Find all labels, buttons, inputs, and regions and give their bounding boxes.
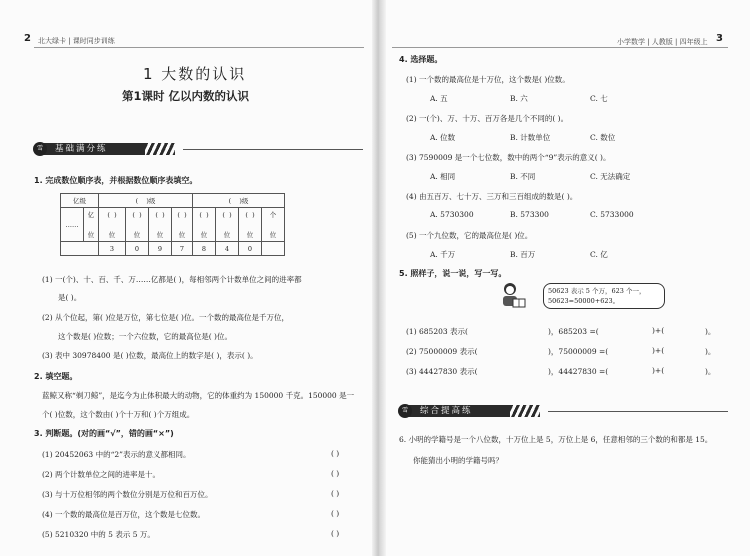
unit-title: 1 大数的认识 — [143, 65, 247, 83]
q5-item-plus: )+( — [652, 346, 665, 355]
digit-cell — [262, 242, 285, 256]
option[interactable]: C. 七 — [590, 94, 608, 103]
band-stripes — [510, 405, 540, 417]
answer-paren[interactable]: ( ) — [331, 529, 340, 538]
question-3-heading: 3. 判断题。(对的画“√”，错的画“×”) — [34, 429, 174, 438]
header-rule — [34, 47, 364, 48]
q1-item-2-cont: 这个数是( )位数；一个六位数，它的最高位是( )位。 — [58, 332, 232, 341]
question-5-heading: 5. 照样子，说一说，写一写。 — [399, 269, 507, 278]
digit-cell: 9 — [149, 242, 172, 256]
q2-line-2: 个( )位数，这个数由( )个十万和( )个万组成。 — [42, 410, 195, 419]
option[interactable]: A. 相同 — [430, 172, 456, 181]
table-cell: 亿级 — [61, 194, 99, 208]
table-cell: ( )级 — [193, 194, 285, 208]
digit-cell: 8 — [193, 242, 216, 256]
table-cell: ( ) 位 — [99, 208, 126, 242]
q5-item-end: )。 — [705, 367, 716, 376]
q5-item-plus: )+( — [652, 366, 665, 375]
bubble-line: 50623=50000+623。 — [548, 297, 620, 305]
table-cell: ( ) 位 — [172, 208, 193, 242]
section-title: 基础满分练 — [43, 143, 145, 155]
q1-item-3: (3) 表中 30978400 是( )位数，最高位上的数字是( )，表示( )。 — [42, 351, 258, 360]
digit-cell: 0 — [239, 242, 262, 256]
digit-cell: 3 — [99, 242, 126, 256]
digit-cell: 0 — [126, 242, 149, 256]
q5-item-plus: )+( — [652, 326, 665, 335]
band-stripes — [145, 143, 175, 155]
q3-item-2: (2) 两个计数单位之间的进率是十。 — [42, 470, 161, 479]
q1-item-1: (1) 一(个)、十、百、千、万……亿都是( )，每相邻两个计数单位之间的进率都 — [42, 275, 302, 284]
snowflake-badge-icon: 雪 — [398, 404, 412, 418]
bubble-line: 50623 表示 5 个万，623 个一， — [548, 287, 646, 295]
q5-item-label: (1) 685203 表示( — [406, 327, 468, 336]
q5-item-label: (3) 44427830 表示( — [406, 367, 478, 376]
table-cell: ( ) 位 — [216, 208, 239, 242]
section-band-basic — [33, 142, 363, 156]
table-cell: …… — [61, 208, 84, 242]
q4-item-3: (3) 7590009 是一个七位数，数中的两个“9”表示的意义( )。 — [406, 153, 611, 162]
q4-item-1: (1) 一个数的最高位是十万位，这个数是( )位数。 — [406, 75, 570, 84]
page-number: 2 — [24, 33, 31, 44]
table-cell: 亿 位 — [84, 208, 99, 242]
table-cell: ( ) 位 — [239, 208, 262, 242]
q5-item-end: )。 — [705, 347, 716, 356]
student-reading-icon — [497, 281, 527, 311]
q4-item-4: (4) 由五百万、七十万、三万和三百组成的数是( )。 — [406, 192, 578, 201]
left-page — [0, 0, 372, 556]
table-cell: ( ) 位 — [149, 208, 172, 242]
q3-item-3: (3) 与十万位相邻的两个数位分别是万位和百万位。 — [42, 490, 213, 499]
option[interactable]: A. 5730300 — [430, 210, 474, 219]
q5-item-label: (2) 75000009 表示( — [406, 347, 478, 356]
speech-bubble — [543, 283, 665, 309]
q4-item-2: (2) 一(个)、万、十万、百万各是几个不同的( )。 — [406, 114, 569, 123]
answer-paren[interactable]: ( ) — [331, 509, 340, 518]
table-cell: 个 位 — [262, 208, 285, 242]
place-value-table — [60, 193, 285, 256]
question-1-heading: 1. 完成数位顺序表，并根据数位顺序表填空。 — [34, 176, 198, 185]
q5-item-end: )。 — [705, 327, 716, 336]
q5-item-eq: )，685203 =( — [548, 327, 599, 336]
section-band-comprehensive — [398, 404, 728, 418]
table-cell — [61, 242, 99, 256]
q3-item-1: (1) 20452063 中的“2”表示的意义都相同。 — [42, 450, 191, 459]
option[interactable]: C. 数位 — [590, 133, 616, 142]
lesson-title: 第1课时 亿以内数的认识 — [122, 89, 250, 103]
q1-item-2: (2) 从个位起，第( )位是万位，第七位是( )位。一个数的最高位是千万位， — [42, 313, 289, 322]
q3-item-5: (5) 5210320 中的 5 表示 5 万。 — [42, 530, 155, 539]
band-rule — [548, 411, 728, 412]
option[interactable]: B. 计数单位 — [510, 133, 551, 142]
option[interactable]: B. 百万 — [510, 250, 536, 259]
table-cell: ( )级 — [99, 194, 193, 208]
q3-item-4: (4) 一个数的最高位是百万位，这个数是七位数。 — [42, 510, 206, 519]
section-title: 综合提高练 — [408, 405, 510, 417]
option[interactable]: B. 不同 — [510, 172, 536, 181]
q2-line-1: 蓝鲸又称“剃刀鲸”，是迄今为止体积最大的动物，它的体重约为 150000 千克。150000 是一 — [42, 391, 355, 400]
page-number: 3 — [716, 33, 723, 44]
option[interactable]: B. 六 — [510, 94, 528, 103]
band-rule — [183, 149, 363, 150]
option[interactable]: C. 无法确定 — [590, 172, 631, 181]
option[interactable]: A. 位数 — [430, 133, 456, 142]
q4-item-5: (5) 一个九位数，它的最高位是( )位。 — [406, 231, 533, 240]
digit-cell: 4 — [216, 242, 239, 256]
answer-paren[interactable]: ( ) — [331, 489, 340, 498]
book-gutter — [372, 0, 386, 556]
option[interactable]: A. 千万 — [430, 250, 456, 259]
option[interactable]: C. 5733000 — [590, 210, 634, 219]
q5-item-eq: )，75000009 =( — [548, 347, 609, 356]
option[interactable]: A. 五 — [430, 94, 448, 103]
snowflake-badge-icon: 雪 — [33, 142, 47, 156]
q1-item-1-cont: 是( )。 — [58, 293, 82, 302]
answer-paren[interactable]: ( ) — [331, 469, 340, 478]
header-rule — [392, 47, 728, 48]
option[interactable]: B. 573300 — [510, 210, 549, 219]
table-cell: ( ) 位 — [193, 208, 216, 242]
q6-line-1: 6. 小明的学籍号是一个八位数，十万位上是 5，万位上是 6，任意相邻的三个数的和都是 15。 — [399, 435, 713, 444]
question-2-heading: 2. 填空题。 — [34, 372, 78, 381]
q6-line-2: 你能猜出小明的学籍号吗？ — [413, 456, 503, 465]
running-header: 小学数学 | 人教版 | 四年级上 — [617, 38, 708, 46]
answer-paren[interactable]: ( ) — [331, 449, 340, 458]
option[interactable]: C. 亿 — [590, 250, 608, 259]
running-header: 北大绿卡 | 课时同步训练 — [38, 37, 115, 45]
digit-cell: 7 — [172, 242, 193, 256]
question-4-heading: 4. 选择题。 — [399, 55, 443, 64]
q5-item-eq: )，44427830 =( — [548, 367, 609, 376]
table-cell: ( ) 位 — [126, 208, 149, 242]
